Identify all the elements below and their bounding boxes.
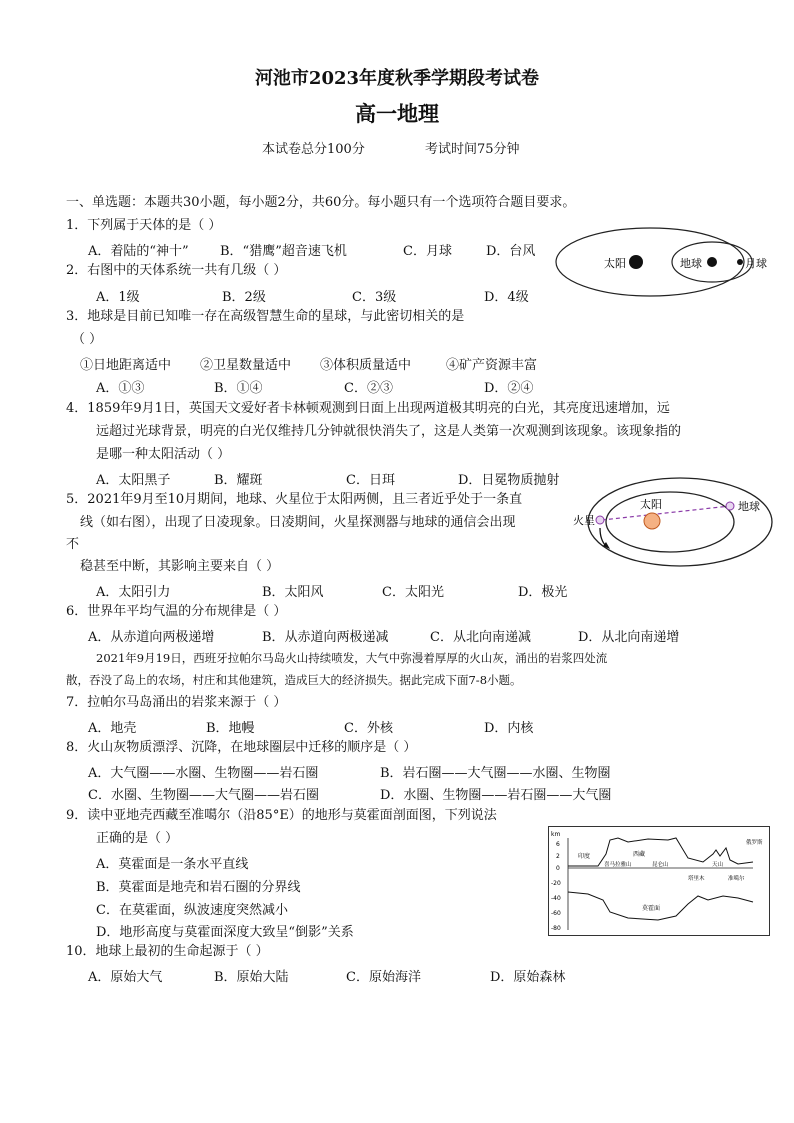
q6-stem: 6．世界年平均气温的分布规律是（ ）: [66, 604, 287, 619]
q1-option-a: A．着陆的“神十”: [88, 244, 189, 259]
conjunction-line: [602, 506, 730, 520]
fig2-earth-dot: [726, 502, 734, 510]
q4-option-d: D．日冕物质抛射: [458, 473, 560, 488]
q3-option-a: A．①③: [96, 381, 145, 396]
q7-stem: 7．拉帕尔马岛涌出的岩浆来源于（ ）: [66, 695, 287, 710]
fig3-himalaya-label: 喜马拉雅山: [604, 862, 632, 868]
exam-title: 河池市2023年度秋季学期段考试卷: [254, 68, 540, 89]
q8-option-c: C．水圈、生物圈——大气圈——岩石圈: [88, 788, 319, 803]
q4-stem-line2: 远超过光球背景，明亮的白光仅维持几分钟就很快消失了，这是人类第一次观测到该现象。该现象指的: [96, 424, 682, 439]
q1-stem: 1．下列属于天体的是（ ）: [66, 218, 222, 233]
fig1-moon-label: 月球: [745, 257, 767, 270]
q9-option-c: C．在莫霍面，纵波速度突然减小: [96, 903, 288, 918]
q2-stem: 2．右图中的天体系统一共有几级（ ）: [66, 263, 287, 278]
q8-option-b: B．岩石圈——大气圈——水圈、生物圈: [380, 766, 611, 781]
fig2-mars-label: 火星: [573, 514, 595, 527]
q7-option-d: D．内核: [484, 721, 534, 736]
moon-dot: [737, 259, 743, 265]
fig2-mars-dot: [596, 516, 604, 524]
q5-option-c: C．太阳光: [382, 585, 444, 600]
q4-stem-line3: 是哪一种太阳活动（ ）: [96, 447, 231, 462]
sun-earth-moon-figure: [550, 222, 780, 302]
fig3-tick-2: 2: [556, 853, 560, 860]
q5-stem-line1: 5．2021年9月至10月期间，地球、火星位于太阳两侧，且三者近乎处于一条直: [66, 492, 523, 507]
fig3-india-label: 印度: [578, 853, 591, 860]
moho-profile-figure: [548, 826, 770, 936]
solar-conjunction-figure: [570, 470, 780, 580]
q3-statement-2: ②卫星数量适中: [200, 358, 292, 373]
q6-option-b: B．从赤道向两极递减: [262, 630, 389, 645]
q9-stem-line1: 9．读中亚地壳西藏至准噶尔（沿85°E）的地形与莫霍面剖面图，下列说法: [66, 808, 497, 823]
q7-option-b: B．地幔: [206, 721, 255, 736]
q9-option-a: A．莫霍面是一条水平直线: [96, 857, 249, 872]
q3-statement-4: ④矿产资源丰富: [446, 358, 538, 373]
exam-duration: 考试时间75分钟: [425, 142, 520, 157]
q1-option-d: D．台风: [486, 244, 536, 259]
fig1-sun-label: 太阳: [604, 257, 626, 270]
q5-stem-line4: 稳甚至中断，其影响主要来自（ ）: [80, 559, 280, 574]
subject-title: 高一地理: [355, 101, 439, 126]
q5-stem-line2: 线（如右图），出现了日凌现象。日凌期间，火星探测器与地球的通信会出现: [80, 515, 516, 530]
q8-option-d: D．水圈、生物圈——岩石圈——大气圈: [380, 788, 612, 803]
q4-stem-line1: 4．1859年9月1日，英国天文爱好者卡林顿观测到日面上出现两道极其明亮的白光，其亮度迅速增加，远: [66, 401, 670, 416]
q10-option-a: A．原始大气: [88, 970, 163, 985]
q9-stem-line2: 正确的是（ ）: [96, 831, 179, 846]
q5-option-a: A．太阳引力: [96, 585, 171, 600]
q10-option-d: D．原始森林: [490, 970, 566, 985]
q5-option-d: D．极光: [518, 585, 568, 600]
section-heading: 一、单选题：本题共30小题，每小题2分，共60分。每小题只有一个选项符合题目要求。: [66, 195, 576, 210]
fig3-tick-0: 0: [556, 865, 560, 872]
q4-option-b: B．耀斑: [214, 473, 263, 488]
q3-option-b: B．①④: [214, 381, 263, 396]
q2-option-a: A．1级: [96, 290, 140, 305]
q7-option-a: A．地壳: [88, 721, 137, 736]
fig3-tianshan-label: 天山: [712, 862, 724, 868]
fig3-kunlun-label: 昆仑山: [652, 862, 669, 868]
earth-dot: [707, 257, 717, 267]
q9-option-d: D．地形高度与莫霍面深度大致呈“倒影”关系: [96, 925, 354, 940]
q6-option-a: A．从赤道向两极递增: [88, 630, 215, 645]
material-line2: 散，吞没了岛上的农场，村庄和其他建筑，造成巨大的经济损失。据此完成下面7-8小题。: [66, 673, 522, 687]
q6-option-c: C．从北向南递减: [430, 630, 531, 645]
fig1-earth-label: 地球: [680, 257, 702, 270]
fig3-tarim-label: 塔里木: [688, 876, 705, 882]
q8-option-a: A．大气圈——水圈、生物圈——岩石圈: [88, 766, 319, 781]
fig3-tick-minus40: -40: [551, 895, 561, 902]
fig3-russia-label: 俄罗斯: [746, 840, 763, 846]
q1-option-c: C．月球: [403, 244, 452, 259]
q8-stem: 8．火山灰物质漂浮、沉降，在地球圈层中迁移的顺序是（ ）: [66, 740, 417, 755]
fig3-tick-minus60: -60: [551, 910, 561, 917]
q2-option-c: C．3级: [352, 290, 397, 305]
q4-option-a: A．太阳黑子: [96, 473, 171, 488]
fig3-tick-minus20: -20: [551, 880, 561, 887]
fig3-unit-label: km: [551, 831, 561, 838]
q3-option-c: C．②③: [344, 381, 393, 396]
q4-option-c: C．日珥: [346, 473, 395, 488]
fig3-moho-label: 莫霍面: [642, 905, 661, 912]
q7-option-c: C．外核: [344, 721, 393, 736]
q3-stem-line2: （ ）: [72, 332, 103, 347]
q3-statement-1: ①日地距离适中: [80, 358, 172, 373]
q10-option-c: C．原始海洋: [346, 970, 421, 985]
fig2-sun-label: 太阳: [640, 498, 662, 511]
q10-option-b: B．原始大陆: [214, 970, 289, 985]
q6-option-d: D．从北向南递增: [578, 630, 680, 645]
sun-dot: [629, 255, 643, 269]
q3-option-d: D．②④: [484, 381, 534, 396]
q9-option-b: B．莫霍面是地壳和岩石圈的分界线: [96, 880, 301, 895]
q1-option-b: B．“猎鹰”超音速飞机: [220, 244, 347, 259]
total-score: 本试卷总分100分: [262, 142, 365, 157]
q3-stem-line1: 3．地球是目前已知唯一存在高级智慧生命的星球，与此密切相关的是: [66, 309, 465, 324]
q3-statement-3: ③体积质量适中: [320, 358, 412, 373]
material-line1: 2021年9月19日，西班牙拉帕尔马岛火山持续喷发，大气中弥漫着厚厚的火山灰，涌出的岩浆四处流: [96, 651, 608, 665]
q5-option-b: B．太阳风: [262, 585, 324, 600]
fig2-sun-dot: [644, 513, 660, 529]
fig2-earth-label: 地球: [738, 500, 760, 513]
fig3-junggar-label: 准噶尔: [728, 876, 745, 882]
q5-stem-line3: 不: [66, 537, 80, 552]
q2-option-b: B．2级: [222, 290, 266, 305]
q10-stem: 10．地球上最初的生命起源于（ ）: [66, 944, 269, 959]
fig3-tibet-label: 西藏: [633, 851, 646, 858]
q2-option-d: D．4级: [484, 290, 529, 305]
fig3-tick-minus80: -80: [551, 925, 561, 932]
fig3-tick-6: 6: [556, 841, 560, 848]
